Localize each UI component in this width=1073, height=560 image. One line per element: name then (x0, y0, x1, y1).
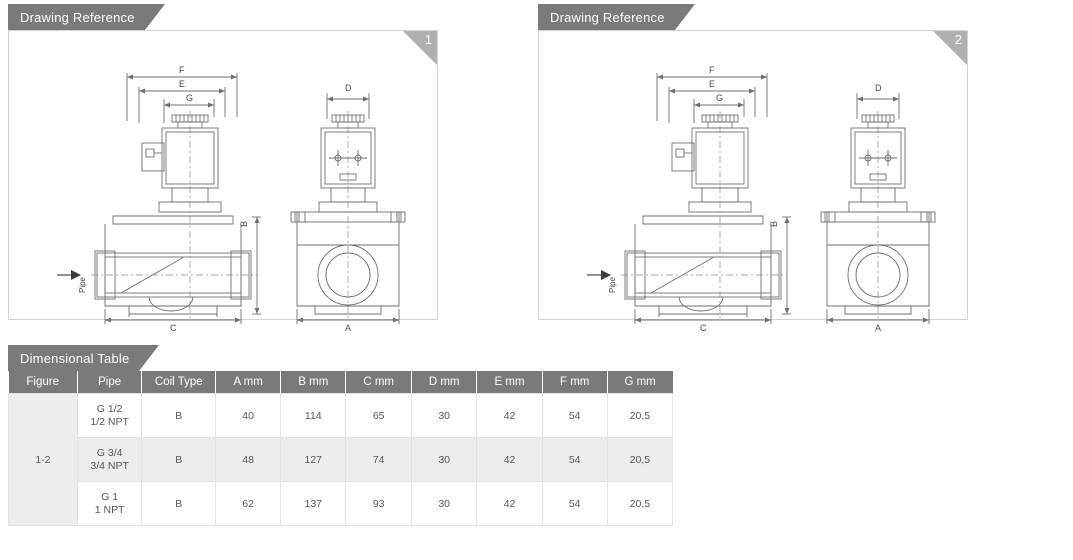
panel-2-drawing-box (538, 30, 968, 333)
cell-a: 48 (216, 438, 281, 482)
cell-g: 20,5 (607, 482, 672, 526)
table-row (9, 438, 673, 482)
dim-label-A-1: A (345, 323, 352, 333)
header-a-mm: A mm (216, 371, 281, 394)
cell-pipe-line2: 3/4 NPT (90, 459, 129, 472)
panel-2-ribbon-body (538, 4, 675, 30)
header-figure: Figure (9, 371, 78, 394)
drawing-panel-2 (538, 4, 968, 333)
cell-g: 20,5 (607, 438, 672, 482)
panel-1-ribbon (8, 4, 438, 30)
cell-e: 42 (477, 482, 542, 526)
table-title: Dimensional Table (20, 350, 130, 366)
cell-d: 30 (411, 438, 477, 482)
header-pipe: Pipe (77, 371, 142, 394)
panel-1-corner-number: 1 (424, 32, 432, 47)
cell-b: 114 (281, 394, 346, 438)
dim-label-G-1: G (186, 93, 194, 103)
panel-2-corner-number: 2 (954, 32, 962, 47)
cell-a: 40 (216, 394, 281, 438)
cell-b: 127 (281, 438, 346, 482)
dimensional-table (8, 371, 673, 526)
table-header-row (9, 371, 673, 394)
header-d-mm: D mm (411, 371, 477, 394)
valve-technical-drawing-1 (9, 31, 439, 333)
cell-pipe (77, 482, 142, 526)
panel-1-ribbon-body (8, 4, 145, 30)
dim-label-D-2: D (875, 83, 882, 93)
table-ribbon (8, 345, 673, 371)
dim-label-E-1: E (179, 79, 186, 89)
cell-pipe-line2: 1/2 NPT (90, 415, 129, 428)
dim-label-F-1: F (179, 65, 185, 75)
cell-coil-type: B (142, 438, 216, 482)
cell-g: 20,5 (607, 394, 672, 438)
cell-d: 30 (411, 394, 477, 438)
dim-label-B-1: B (239, 220, 249, 227)
header-b-mm: B mm (281, 371, 346, 394)
header-e-mm: E mm (477, 371, 542, 394)
cell-pipe-line1: G 1/2 (96, 402, 123, 415)
cell-b: 137 (281, 482, 346, 526)
panel-1-drawing-box (8, 30, 438, 333)
panel-1-title: Drawing Reference (20, 9, 135, 25)
dim-label-C-2: C (700, 323, 707, 333)
dim-label-D-1: D (345, 83, 352, 93)
cell-figure-span: 1-2 (9, 394, 78, 526)
panel-2-ribbon-tail (675, 4, 695, 30)
header-g-mm: G mm (607, 371, 672, 394)
cell-d: 30 (411, 482, 477, 526)
dim-label-F-2: F (709, 65, 715, 75)
drawing-panel-1 (8, 4, 438, 333)
dim-label-G-2: G (716, 93, 724, 103)
dimensional-table-panel (8, 345, 673, 526)
table-ribbon-tail (139, 345, 159, 371)
header-coil-type: Coil Type (142, 371, 216, 394)
header-f-mm: F mm (542, 371, 607, 394)
table-row (9, 482, 673, 526)
dim-label-E-2: E (709, 79, 716, 89)
panel-2-title: Drawing Reference (550, 9, 665, 25)
dim-label-B-2: B (769, 220, 779, 227)
cell-coil-type: B (142, 482, 216, 526)
cell-pipe (77, 394, 142, 438)
cell-f: 54 (542, 394, 607, 438)
cell-a: 62 (216, 482, 281, 526)
cell-e: 42 (477, 438, 542, 482)
valve-technical-drawing-2 (539, 31, 969, 333)
cell-f: 54 (542, 438, 607, 482)
dim-label-C-1: C (170, 323, 177, 333)
panel-1-ribbon-tail (145, 4, 165, 30)
table-ribbon-body (8, 345, 139, 371)
cell-pipe-line2: 1 NPT (94, 503, 125, 516)
cell-f: 54 (542, 482, 607, 526)
cell-c: 65 (346, 394, 412, 438)
cell-pipe-line1: G 1 (101, 490, 119, 503)
cell-pipe-line1: G 3/4 (96, 446, 123, 459)
panel-2-ribbon (538, 4, 968, 30)
cell-coil-type: B (142, 394, 216, 438)
table-row (9, 394, 673, 438)
dim-label-pipe-2: Pipe (608, 276, 617, 293)
cell-c: 74 (346, 438, 412, 482)
dim-label-pipe-1: Pipe (78, 276, 87, 293)
header-c-mm: C mm (346, 371, 412, 394)
cell-e: 42 (477, 394, 542, 438)
cell-pipe (77, 438, 142, 482)
cell-c: 93 (346, 482, 412, 526)
dim-label-A-2: A (875, 323, 882, 333)
